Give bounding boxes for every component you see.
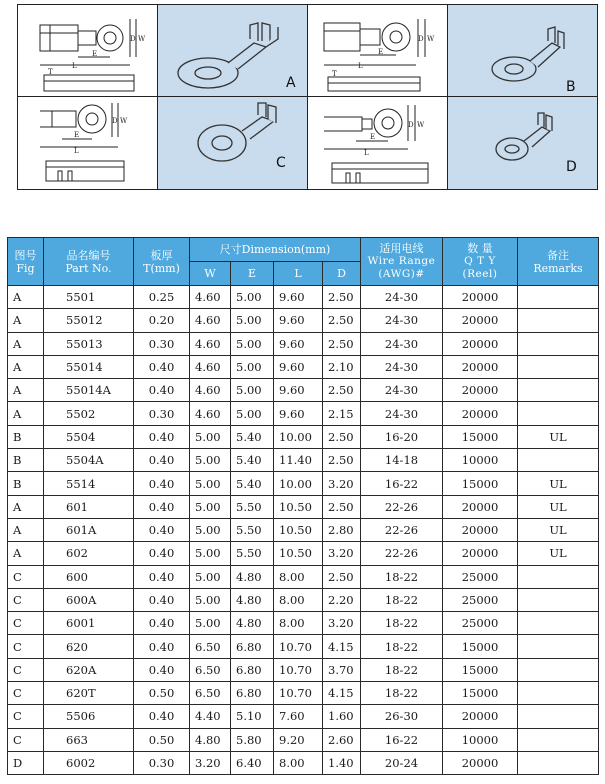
cell-w: 4.60 bbox=[190, 309, 231, 332]
cell-fig: A bbox=[8, 286, 44, 309]
cell-fig: C bbox=[8, 635, 44, 658]
cell-l: 8.00 bbox=[274, 588, 323, 611]
cell-remarks: UL bbox=[518, 542, 599, 565]
header-wire-en2: (AWG)# bbox=[378, 268, 425, 280]
cell-part: 55014A bbox=[44, 379, 134, 402]
cell-qty: 25000 bbox=[443, 612, 518, 635]
cell-w: 5.00 bbox=[190, 425, 231, 448]
cell-fig: A bbox=[8, 355, 44, 378]
cell-thickness: 0.40 bbox=[134, 495, 190, 518]
table-row bbox=[8, 402, 599, 425]
cell-w: 5.00 bbox=[190, 612, 231, 635]
cell-w: 4.60 bbox=[190, 286, 231, 309]
cell-d: 3.20 bbox=[323, 472, 361, 495]
cell-remarks bbox=[518, 705, 599, 728]
cell-fig: A bbox=[8, 332, 44, 355]
cell-wire-range: 24-30 bbox=[361, 332, 443, 355]
svg-text:W: W bbox=[427, 35, 435, 43]
cell-fig: D bbox=[8, 751, 44, 774]
table-row bbox=[8, 728, 599, 751]
cell-thickness: 0.40 bbox=[134, 518, 190, 541]
cell-e: 6.40 bbox=[231, 751, 274, 774]
header-fig-en: Fig bbox=[16, 261, 35, 275]
svg-text:L: L bbox=[74, 147, 79, 155]
header-wire-en1: Wire Range bbox=[367, 255, 436, 267]
cell-e: 5.00 bbox=[231, 402, 274, 425]
header-thick-cn: 板厚 bbox=[150, 248, 173, 262]
cell-d: 2.50 bbox=[323, 425, 361, 448]
cell-thickness: 0.40 bbox=[134, 588, 190, 611]
cell-fig: A bbox=[8, 495, 44, 518]
cell-l: 10.70 bbox=[274, 682, 323, 705]
cell-wire-range: 22-26 bbox=[361, 518, 443, 541]
cell-thickness: 0.40 bbox=[134, 355, 190, 378]
cell-e: 5.40 bbox=[231, 425, 274, 448]
cell-d: 3.20 bbox=[323, 542, 361, 565]
table-row bbox=[8, 635, 599, 658]
cell-l: 8.00 bbox=[274, 612, 323, 635]
cell-l: 10.70 bbox=[274, 635, 323, 658]
cell-part: 620T bbox=[44, 682, 134, 705]
cell-w: 5.00 bbox=[190, 472, 231, 495]
cell-remarks bbox=[518, 286, 599, 309]
cell-remarks bbox=[518, 565, 599, 588]
cell-part: 55013 bbox=[44, 332, 134, 355]
cell-thickness: 0.40 bbox=[134, 612, 190, 635]
cell-part: 601A bbox=[44, 518, 134, 541]
cell-part: 620A bbox=[44, 658, 134, 681]
cell-l: 9.20 bbox=[274, 728, 323, 751]
cell-part: 55012 bbox=[44, 309, 134, 332]
table-row bbox=[8, 449, 599, 472]
drawing-c bbox=[18, 97, 158, 189]
cell-e: 5.10 bbox=[231, 705, 274, 728]
table-row bbox=[8, 542, 599, 565]
cell-l: 9.60 bbox=[274, 355, 323, 378]
cell-e: 5.50 bbox=[231, 495, 274, 518]
cell-thickness: 0.40 bbox=[134, 565, 190, 588]
header-thick-en: T(mm) bbox=[143, 261, 180, 275]
cell-e: 5.00 bbox=[231, 332, 274, 355]
cell-fig: C bbox=[8, 705, 44, 728]
drawing-d-svg bbox=[308, 97, 448, 189]
table-row bbox=[8, 751, 599, 774]
cell-part: 5506 bbox=[44, 705, 134, 728]
header-wire-cn: 适用电线 bbox=[379, 242, 424, 255]
cell-thickness: 0.30 bbox=[134, 332, 190, 355]
cell-d: 2.15 bbox=[323, 402, 361, 425]
cell-fig: C bbox=[8, 565, 44, 588]
cell-e: 5.40 bbox=[231, 472, 274, 495]
cell-d: 2.50 bbox=[323, 286, 361, 309]
cell-thickness: 0.40 bbox=[134, 379, 190, 402]
cell-remarks bbox=[518, 309, 599, 332]
cell-wire-range: 18-22 bbox=[361, 682, 443, 705]
spec-table bbox=[7, 237, 599, 775]
table-row bbox=[8, 425, 599, 448]
header-dimension: 尺寸Dimension(mm) bbox=[190, 238, 361, 262]
table-row bbox=[8, 332, 599, 355]
table-row bbox=[8, 612, 599, 635]
cell-wire-range: 24-30 bbox=[361, 309, 443, 332]
cell-l: 9.60 bbox=[274, 402, 323, 425]
cell-d: 2.50 bbox=[323, 565, 361, 588]
table-row bbox=[8, 705, 599, 728]
cell-e: 5.40 bbox=[231, 449, 274, 472]
cell-w: 6.50 bbox=[190, 635, 231, 658]
cell-part: 600 bbox=[44, 565, 134, 588]
cell-l: 10.50 bbox=[274, 518, 323, 541]
cell-fig: B bbox=[8, 472, 44, 495]
cell-w: 6.50 bbox=[190, 658, 231, 681]
cell-e: 6.80 bbox=[231, 635, 274, 658]
cell-part: 620 bbox=[44, 635, 134, 658]
cell-wire-range: 22-26 bbox=[361, 542, 443, 565]
cell-part: 600A bbox=[44, 588, 134, 611]
cell-d: 2.20 bbox=[323, 588, 361, 611]
figure-label-b: B bbox=[566, 79, 576, 95]
cell-qty: 15000 bbox=[443, 658, 518, 681]
header-w: W bbox=[190, 262, 231, 286]
cell-remarks bbox=[518, 728, 599, 751]
terminal-figures bbox=[17, 4, 598, 190]
table-row bbox=[8, 472, 599, 495]
cell-remarks bbox=[518, 355, 599, 378]
cell-l: 9.60 bbox=[274, 379, 323, 402]
header-fig-cn: 图号 bbox=[14, 248, 37, 262]
cell-l: 8.00 bbox=[274, 751, 323, 774]
cell-w: 4.40 bbox=[190, 705, 231, 728]
cell-wire-range: 26-30 bbox=[361, 705, 443, 728]
drawing-a bbox=[18, 5, 158, 97]
svg-text:E: E bbox=[74, 131, 80, 139]
svg-text:W: W bbox=[120, 117, 128, 125]
cell-wire-range: 24-30 bbox=[361, 402, 443, 425]
cell-part: 5501 bbox=[44, 286, 134, 309]
cell-e: 5.00 bbox=[231, 309, 274, 332]
header-qty-en2: (Reel) bbox=[462, 268, 498, 280]
table-row bbox=[8, 355, 599, 378]
cell-thickness: 0.20 bbox=[134, 309, 190, 332]
cell-l: 9.60 bbox=[274, 286, 323, 309]
cell-wire-range: 24-30 bbox=[361, 286, 443, 309]
header-fig bbox=[8, 238, 44, 286]
table-row bbox=[8, 518, 599, 541]
cell-wire-range: 20-24 bbox=[361, 751, 443, 774]
header-qty-en1: Q T Y bbox=[464, 255, 496, 267]
photo-c bbox=[158, 97, 308, 189]
cell-remarks bbox=[518, 751, 599, 774]
cell-thickness: 0.40 bbox=[134, 425, 190, 448]
cell-d: 3.20 bbox=[323, 612, 361, 635]
cell-e: 5.00 bbox=[231, 379, 274, 402]
svg-text:E: E bbox=[370, 133, 376, 141]
cell-w: 4.60 bbox=[190, 402, 231, 425]
cell-remarks bbox=[518, 612, 599, 635]
cell-fig: A bbox=[8, 542, 44, 565]
cell-thickness: 0.40 bbox=[134, 472, 190, 495]
cell-qty: 20000 bbox=[443, 332, 518, 355]
header-rem-cn: 备注 bbox=[547, 248, 569, 262]
cell-w: 4.60 bbox=[190, 332, 231, 355]
cell-qty: 15000 bbox=[443, 425, 518, 448]
cell-d: 2.50 bbox=[323, 309, 361, 332]
cell-qty: 20000 bbox=[443, 286, 518, 309]
table-row bbox=[8, 309, 599, 332]
cell-d: 4.15 bbox=[323, 682, 361, 705]
cell-qty: 15000 bbox=[443, 472, 518, 495]
cell-remarks: UL bbox=[518, 495, 599, 518]
cell-w: 4.60 bbox=[190, 355, 231, 378]
cell-remarks bbox=[518, 682, 599, 705]
photo-b bbox=[448, 5, 597, 97]
photo-a bbox=[158, 5, 308, 97]
cell-fig: A bbox=[8, 518, 44, 541]
header-qty bbox=[443, 238, 518, 286]
cell-w: 5.00 bbox=[190, 449, 231, 472]
cell-wire-range: 16-22 bbox=[361, 472, 443, 495]
cell-thickness: 0.30 bbox=[134, 402, 190, 425]
svg-text:T: T bbox=[332, 70, 337, 78]
header-part-cn: 品名编号 bbox=[66, 248, 111, 262]
header-remarks bbox=[518, 238, 599, 286]
drawing-d bbox=[308, 97, 448, 189]
cell-d: 2.60 bbox=[323, 728, 361, 751]
cell-d: 4.15 bbox=[323, 635, 361, 658]
drawing-b-svg bbox=[308, 5, 448, 97]
cell-fig: A bbox=[8, 379, 44, 402]
cell-wire-range: 14-18 bbox=[361, 449, 443, 472]
svg-text:E: E bbox=[92, 50, 98, 58]
cell-wire-range: 18-22 bbox=[361, 635, 443, 658]
cell-qty: 20000 bbox=[443, 518, 518, 541]
cell-w: 3.20 bbox=[190, 751, 231, 774]
cell-w: 4.80 bbox=[190, 728, 231, 751]
cell-thickness: 0.40 bbox=[134, 449, 190, 472]
cell-d: 1.60 bbox=[323, 705, 361, 728]
cell-thickness: 0.40 bbox=[134, 705, 190, 728]
figure-label-d: D bbox=[566, 159, 577, 175]
spec-table-body bbox=[8, 286, 599, 775]
table-row bbox=[8, 286, 599, 309]
cell-part: 5514 bbox=[44, 472, 134, 495]
cell-w: 5.00 bbox=[190, 588, 231, 611]
table-row bbox=[8, 588, 599, 611]
figure-label-a: A bbox=[286, 75, 296, 91]
cell-part: 6002 bbox=[44, 751, 134, 774]
cell-fig: C bbox=[8, 612, 44, 635]
cell-fig: C bbox=[8, 728, 44, 751]
terminal-d-photo bbox=[448, 97, 597, 189]
cell-e: 4.80 bbox=[231, 612, 274, 635]
cell-l: 11.40 bbox=[274, 449, 323, 472]
cell-wire-range: 24-30 bbox=[361, 355, 443, 378]
cell-remarks: UL bbox=[518, 518, 599, 541]
cell-thickness: 0.30 bbox=[134, 751, 190, 774]
svg-text:W: W bbox=[138, 35, 146, 43]
cell-qty: 20000 bbox=[443, 542, 518, 565]
cell-e: 4.80 bbox=[231, 588, 274, 611]
cell-remarks bbox=[518, 402, 599, 425]
cell-d: 2.50 bbox=[323, 495, 361, 518]
cell-qty: 10000 bbox=[443, 449, 518, 472]
cell-l: 10.70 bbox=[274, 658, 323, 681]
cell-remarks bbox=[518, 588, 599, 611]
cell-w: 5.00 bbox=[190, 495, 231, 518]
header-e: E bbox=[231, 262, 274, 286]
cell-l: 10.50 bbox=[274, 495, 323, 518]
cell-qty: 15000 bbox=[443, 682, 518, 705]
cell-fig: C bbox=[8, 658, 44, 681]
cell-remarks: UL bbox=[518, 472, 599, 495]
table-row bbox=[8, 495, 599, 518]
cell-l: 10.00 bbox=[274, 425, 323, 448]
cell-w: 5.00 bbox=[190, 542, 231, 565]
cell-e: 5.00 bbox=[231, 286, 274, 309]
cell-qty: 25000 bbox=[443, 565, 518, 588]
cell-l: 9.60 bbox=[274, 309, 323, 332]
cell-fig: A bbox=[8, 309, 44, 332]
svg-text:L: L bbox=[358, 62, 363, 70]
cell-d: 2.50 bbox=[323, 379, 361, 402]
cell-remarks: UL bbox=[518, 425, 599, 448]
cell-qty: 20000 bbox=[443, 705, 518, 728]
cell-d: 2.10 bbox=[323, 355, 361, 378]
cell-w: 4.60 bbox=[190, 379, 231, 402]
cell-remarks bbox=[518, 635, 599, 658]
cell-l: 7.60 bbox=[274, 705, 323, 728]
cell-w: 5.00 bbox=[190, 565, 231, 588]
table-row bbox=[8, 682, 599, 705]
cell-d: 3.70 bbox=[323, 658, 361, 681]
cell-thickness: 0.50 bbox=[134, 682, 190, 705]
table-row bbox=[8, 658, 599, 681]
cell-qty: 15000 bbox=[443, 635, 518, 658]
cell-d: 1.40 bbox=[323, 751, 361, 774]
cell-qty: 20000 bbox=[443, 495, 518, 518]
cell-e: 4.80 bbox=[231, 565, 274, 588]
header-part-en: Part No. bbox=[65, 261, 112, 275]
cell-fig: C bbox=[8, 682, 44, 705]
cell-e: 5.80 bbox=[231, 728, 274, 751]
cell-qty: 25000 bbox=[443, 588, 518, 611]
svg-text:W: W bbox=[417, 121, 425, 129]
drawing-b bbox=[308, 5, 448, 97]
svg-text:L: L bbox=[72, 62, 77, 70]
cell-e: 6.80 bbox=[231, 658, 274, 681]
cell-thickness: 0.50 bbox=[134, 728, 190, 751]
cell-d: 2.50 bbox=[323, 332, 361, 355]
drawing-c-svg bbox=[18, 97, 158, 189]
cell-part: 601 bbox=[44, 495, 134, 518]
cell-fig: B bbox=[8, 425, 44, 448]
cell-part: 663 bbox=[44, 728, 134, 751]
header-thickness bbox=[134, 238, 190, 286]
cell-qty: 20000 bbox=[443, 309, 518, 332]
cell-wire-range: 18-22 bbox=[361, 658, 443, 681]
cell-w: 5.00 bbox=[190, 518, 231, 541]
cell-qty: 20000 bbox=[443, 355, 518, 378]
cell-e: 5.00 bbox=[231, 355, 274, 378]
cell-thickness: 0.40 bbox=[134, 635, 190, 658]
svg-text:D: D bbox=[130, 35, 136, 43]
svg-text:D: D bbox=[418, 35, 424, 43]
cell-l: 8.00 bbox=[274, 565, 323, 588]
cell-e: 5.50 bbox=[231, 518, 274, 541]
cell-qty: 20000 bbox=[443, 402, 518, 425]
cell-wire-range: 18-22 bbox=[361, 612, 443, 635]
cell-part: 602 bbox=[44, 542, 134, 565]
header-d: D bbox=[323, 262, 361, 286]
cell-e: 5.50 bbox=[231, 542, 274, 565]
cell-l: 9.60 bbox=[274, 332, 323, 355]
svg-text:D: D bbox=[112, 117, 118, 125]
cell-e: 6.80 bbox=[231, 682, 274, 705]
cell-wire-range: 22-26 bbox=[361, 495, 443, 518]
table-row bbox=[8, 379, 599, 402]
cell-qty: 10000 bbox=[443, 728, 518, 751]
cell-remarks bbox=[518, 449, 599, 472]
header-l: L bbox=[274, 262, 323, 286]
cell-fig: C bbox=[8, 588, 44, 611]
cell-d: 2.80 bbox=[323, 518, 361, 541]
cell-part: 55014 bbox=[44, 355, 134, 378]
drawing-a-svg bbox=[18, 5, 158, 97]
cell-l: 10.50 bbox=[274, 542, 323, 565]
header-part bbox=[44, 238, 134, 286]
header-rem-en: Remarks bbox=[533, 261, 583, 275]
cell-thickness: 0.25 bbox=[134, 286, 190, 309]
cell-qty: 20000 bbox=[443, 379, 518, 402]
cell-part: 6001 bbox=[44, 612, 134, 635]
photo-d bbox=[448, 97, 597, 189]
header-qty-cn: 数 量 bbox=[467, 242, 493, 255]
cell-thickness: 0.40 bbox=[134, 542, 190, 565]
cell-remarks bbox=[518, 379, 599, 402]
cell-wire-range: 24-30 bbox=[361, 379, 443, 402]
cell-qty: 20000 bbox=[443, 751, 518, 774]
svg-text:D: D bbox=[408, 121, 414, 129]
terminal-c-photo bbox=[158, 97, 308, 189]
cell-wire-range: 18-22 bbox=[361, 565, 443, 588]
cell-w: 6.50 bbox=[190, 682, 231, 705]
svg-text:L: L bbox=[364, 149, 369, 157]
table-row bbox=[8, 565, 599, 588]
figure-label-c: C bbox=[276, 155, 286, 171]
cell-wire-range: 18-22 bbox=[361, 588, 443, 611]
cell-part: 5502 bbox=[44, 402, 134, 425]
cell-remarks bbox=[518, 332, 599, 355]
svg-text:T: T bbox=[48, 68, 53, 76]
cell-d: 2.50 bbox=[323, 449, 361, 472]
cell-wire-range: 16-22 bbox=[361, 728, 443, 751]
header-wire-range bbox=[361, 238, 443, 286]
cell-wire-range: 16-20 bbox=[361, 425, 443, 448]
cell-l: 10.00 bbox=[274, 472, 323, 495]
cell-thickness: 0.40 bbox=[134, 658, 190, 681]
cell-part: 5504 bbox=[44, 425, 134, 448]
cell-fig: A bbox=[8, 402, 44, 425]
svg-text:E: E bbox=[378, 48, 384, 56]
cell-remarks bbox=[518, 658, 599, 681]
cell-fig: B bbox=[8, 449, 44, 472]
cell-part: 5504A bbox=[44, 449, 134, 472]
